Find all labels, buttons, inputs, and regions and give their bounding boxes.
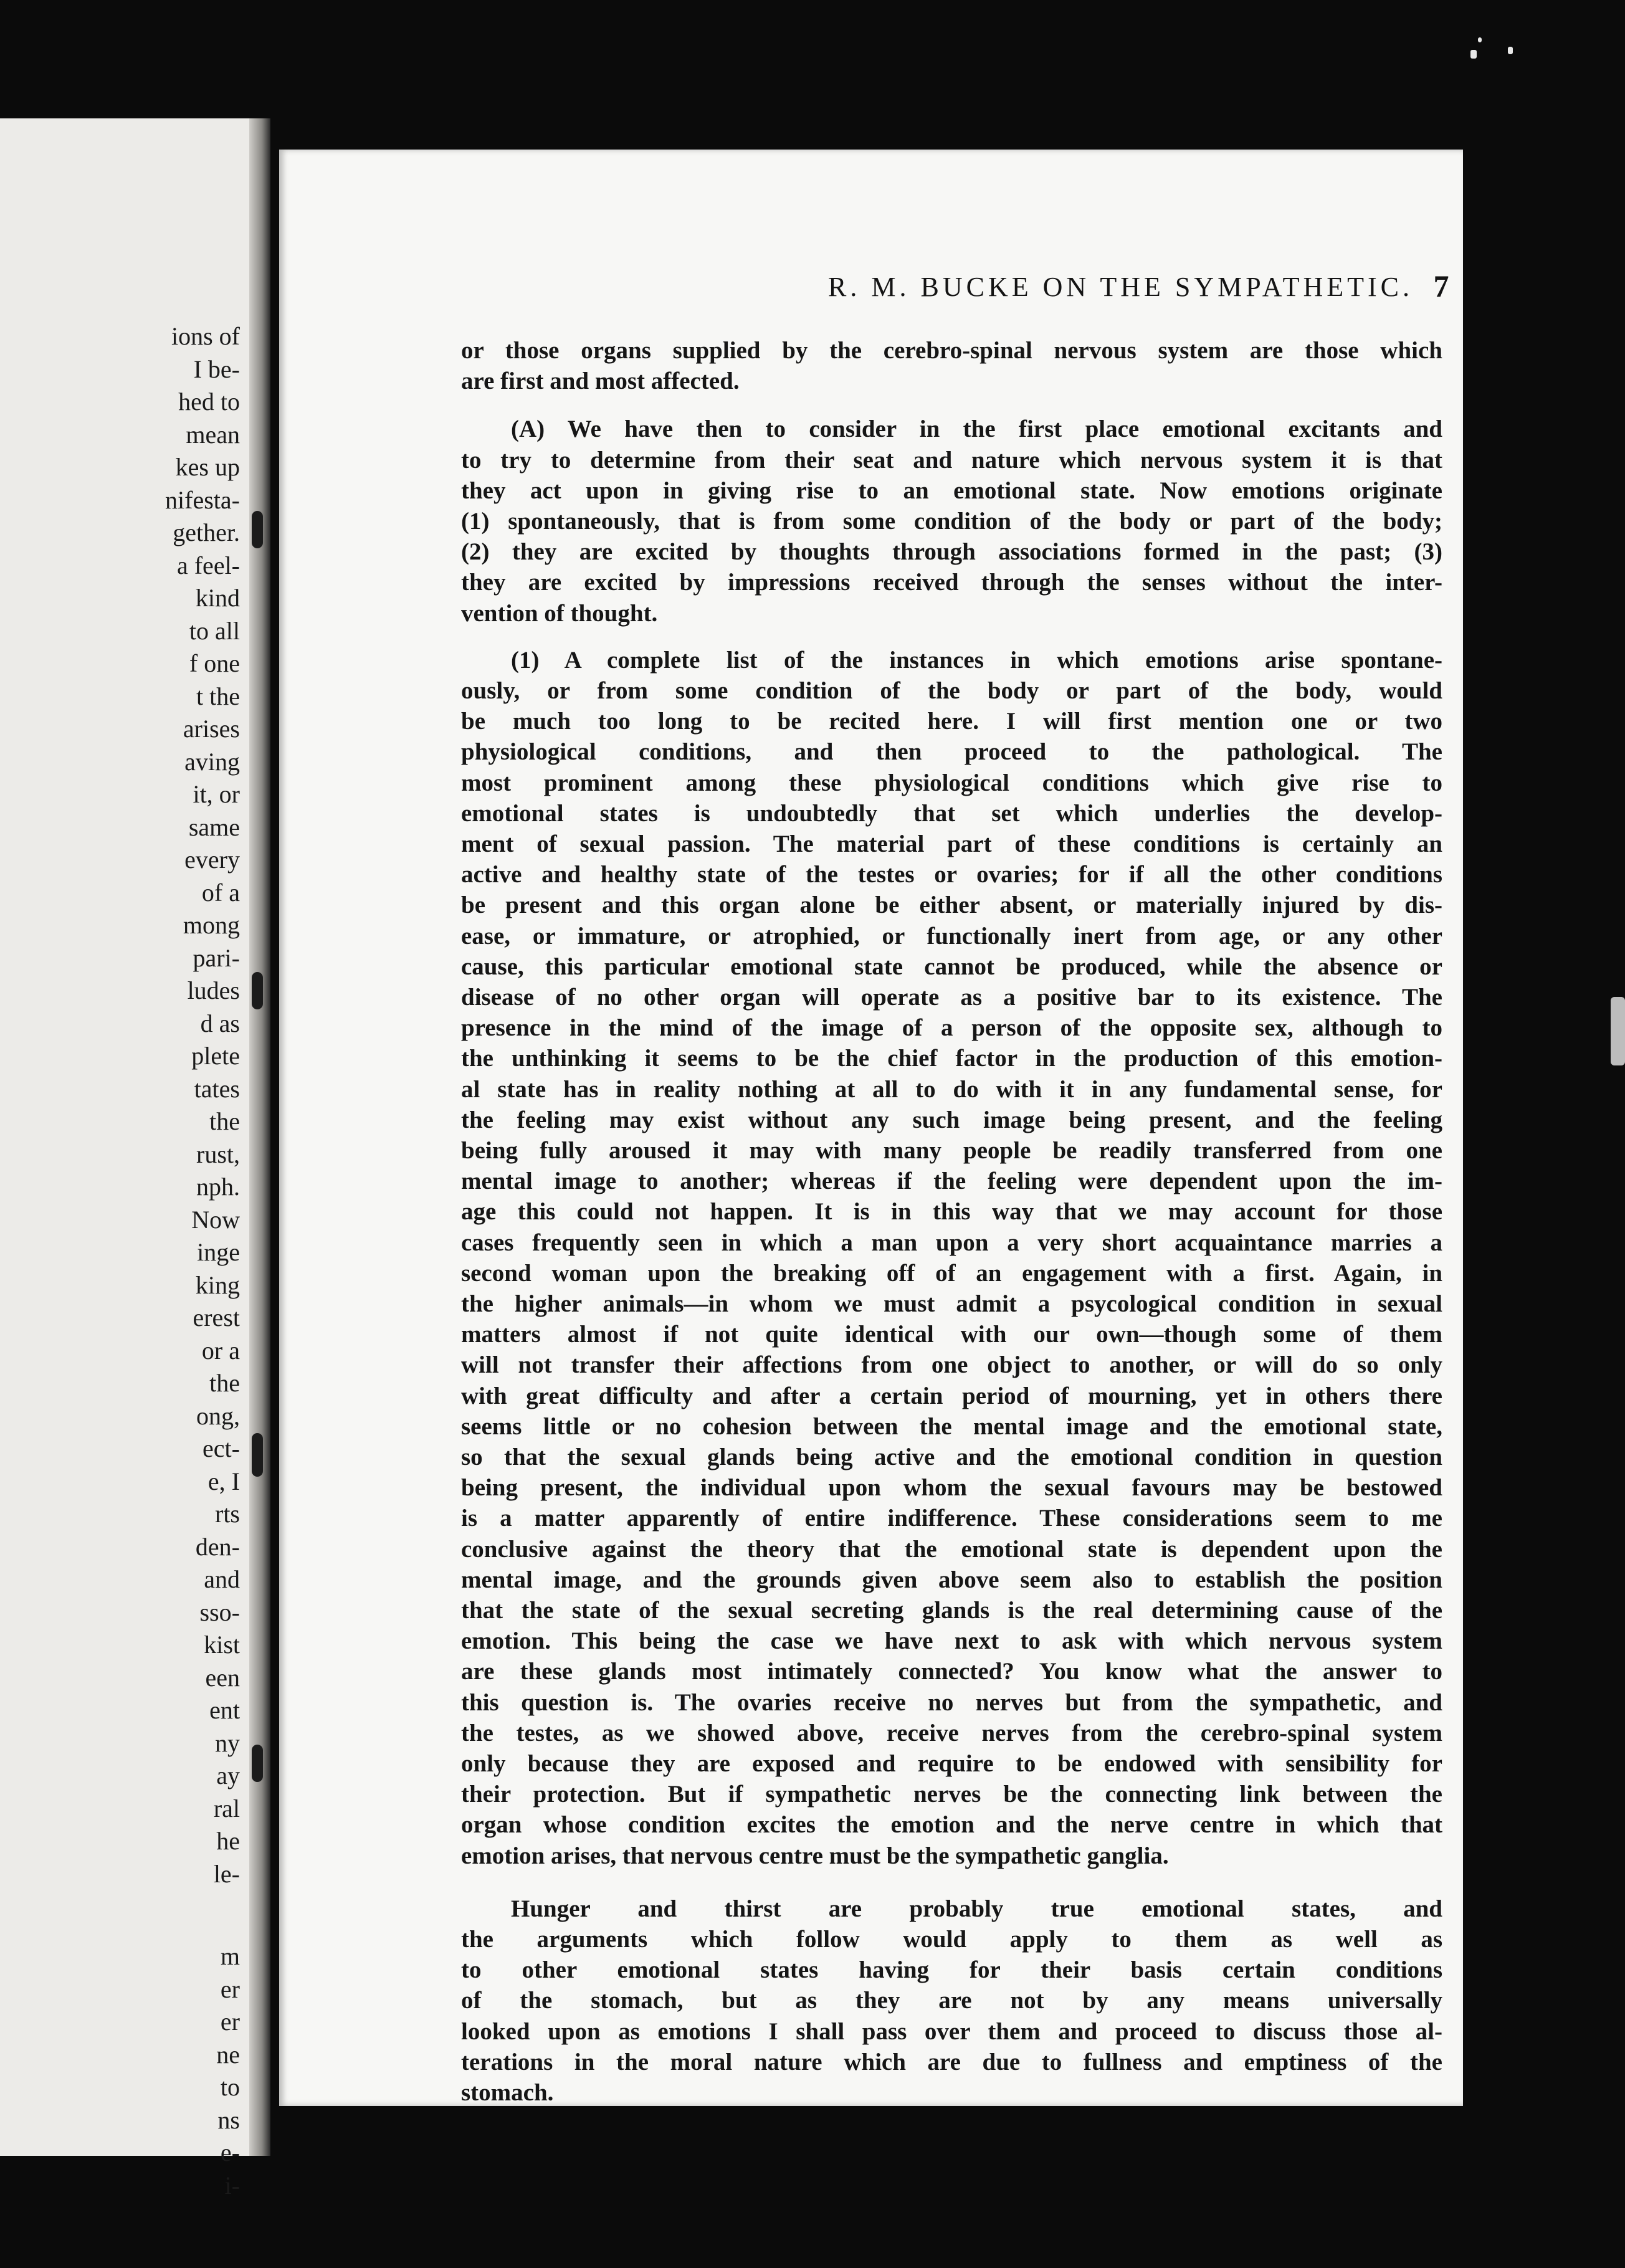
left-page-fragment: ay	[216, 1761, 240, 1789]
left-page-fragment: or a	[201, 1336, 240, 1365]
binding-stitch	[252, 511, 263, 548]
text-line: be present and this organ alone be either absent, or materially injured by dis-	[461, 892, 1442, 919]
scan-artifact	[1611, 997, 1625, 1065]
text-line: terations in the moral nature which are due to fullness and emptiness of the	[461, 2048, 1442, 2075]
text-line: ment of sexual passion. The material part of these conditions is certainly an	[461, 831, 1442, 857]
text-line: they are excited by impressions received through the senses without the inter-	[461, 569, 1442, 596]
left-page-fragment: ne	[216, 2040, 240, 2069]
book-gutter	[249, 118, 270, 2156]
left-page-fragment: er	[220, 2008, 240, 2036]
left-page-fragment: le-	[213, 1859, 240, 1888]
left-page-fragment: I be-	[193, 355, 240, 383]
left-page-fragment: e-	[220, 2138, 240, 2166]
text-line: ease, or immature, or atrophied, or functionally inert from age, or any other	[461, 922, 1442, 950]
left-page-fragment: ions of	[171, 322, 240, 350]
text-line: emotion arises, that nervous centre must be the sympathetic ganglia.	[461, 1842, 1169, 1869]
text-line: to other emotional states having for their basis certain conditions	[461, 1956, 1442, 1984]
text-line: (2) they are excited by thoughts through associations formed in the past; (3)	[461, 538, 1442, 566]
scan-speck	[1470, 50, 1477, 59]
text-line: the unthinking it seems to be the chief factor in the production of this emotion-	[461, 1045, 1442, 1072]
text-line: the higher animals—in whom we must admit a psycological condition in sexual	[461, 1290, 1442, 1317]
text-line: are these glands most intimately connected? You know what the answer to	[461, 1658, 1442, 1685]
left-page-fragment: tates	[194, 1074, 240, 1103]
text-line: being fully aroused it may with many people be readily transferred from one	[461, 1137, 1442, 1164]
text-line: that the state of the sexual secreting glands is the real determining cause of the	[461, 1597, 1442, 1624]
left-page-fragment: nph.	[196, 1173, 240, 1201]
scan-speck	[1478, 37, 1482, 42]
left-page-fragment: ect-	[203, 1434, 240, 1462]
text-line: being present, the individual upon whom the sexual favours may be bestowed	[461, 1474, 1442, 1502]
left-page-fragment: aving	[184, 747, 240, 776]
text-line: the testes, as we showed above, receive nerves from the cerebro-spinal system	[461, 1719, 1442, 1746]
left-page-fragment: rust,	[196, 1140, 240, 1168]
binding-stitch	[252, 1433, 263, 1477]
left-page-fragment: een	[205, 1663, 240, 1692]
text-line: with great difficulty and after a certain period of mourning, yet in others there	[461, 1382, 1442, 1409]
text-line: will not transfer their affections from one object to another, or will do so only	[461, 1351, 1442, 1379]
text-line: cases frequently seen in which a man upon a very short acquaintance marries a	[461, 1229, 1442, 1256]
text-line: or those organs supplied by the cerebro-spinal nervous system are those which	[461, 337, 1442, 364]
text-line: most prominent among these physiological conditions which give rise to	[461, 769, 1442, 796]
left-page-fragment: plete	[191, 1042, 240, 1070]
text-line: stomach.	[461, 2079, 554, 2106]
left-page-fragment: it, or	[193, 780, 240, 808]
left-page-fragment: ong,	[196, 1401, 240, 1430]
text-line: the arguments which follow would apply to them as well as	[461, 1926, 1442, 1953]
text-line: they act upon in giving rise to an emotional state. Now emotions originate	[461, 477, 1442, 504]
left-page-fragment	[0, 1908, 240, 1940]
left-page-fragment: kes up	[175, 453, 240, 481]
left-page-fragment: t the	[196, 682, 240, 710]
left-page-fragment: a feel-	[176, 551, 240, 579]
text-line: this question is. The ovaries receive no nerves but from the sympathetic, and	[461, 1689, 1442, 1716]
left-page-fragment: inge	[197, 1238, 240, 1266]
text-line: mental image to another; whereas if the feeling were dependent upon the im-	[461, 1168, 1442, 1195]
left-page-fragment: ny	[215, 1728, 240, 1757]
text-line: active and healthy state of the testes or ovaries; for if all the other conditions	[461, 861, 1442, 889]
left-page-fragment: same	[188, 812, 240, 841]
left-page-fragment: hed to	[178, 388, 240, 416]
running-header: R. M. BUCKE ON THE SYMPATHETIC.	[828, 272, 1413, 302]
text-line: matters almost if not quite identical with our own—though some of them	[461, 1321, 1442, 1348]
left-page-fragment: pari-	[193, 943, 240, 972]
text-line: organ whose condition excites the emotion and the nerve centre in which that	[461, 1811, 1442, 1839]
text-line: presence in the mind of the image of a person of the opposite sex, although to	[461, 1014, 1442, 1042]
left-page-fragment: sso-	[199, 1598, 240, 1626]
left-page-fragment: arises	[183, 715, 240, 743]
left-page-fragment: mong	[183, 911, 240, 939]
text-line: is a matter apparently of entire indifference. These considerations seem to me	[461, 1505, 1442, 1532]
left-page-fragment: he	[216, 1827, 240, 1855]
text-line: looked upon as emotions I shall pass over them and proceed to discuss those al-	[461, 2018, 1442, 2045]
left-page-fragment: kind	[195, 584, 240, 612]
left-page-fragment: the	[209, 1369, 240, 1397]
left-page-fragment: e, I	[207, 1467, 240, 1495]
text-line: Hunger and thirst are probably true emotional states, and	[511, 1895, 1442, 1922]
text-line: (1) A complete list of the instances in which emotions arise spontane-	[511, 646, 1442, 674]
text-line: so that the sexual glands being active and the emotional condition in question	[461, 1444, 1442, 1470]
left-page-fragment: of a	[201, 878, 240, 907]
text-line: physiological conditions, and then proceed to the pathological. The	[461, 738, 1442, 766]
page-number: 7	[1433, 269, 1449, 303]
text-line: of the stomach, but as they are not by any means universally	[461, 1987, 1442, 2014]
left-page-fragment: nifesta-	[165, 485, 240, 514]
left-page-fragment: den-	[195, 1532, 240, 1561]
left-page-fragment: ns	[217, 2105, 240, 2134]
left-page-fragment: kist	[204, 1631, 240, 1659]
left-page-fragment: king	[195, 1270, 240, 1299]
left-page-fragment: gether.	[173, 518, 240, 546]
left-page-fragment: er	[220, 1975, 240, 2003]
left-page-fragment: ludes	[187, 976, 240, 1004]
text-line: cause, this particular emotional state cannot be produced, while the absence or	[461, 953, 1442, 980]
text-line: second woman upon the breaking off of an engagement with a first. Again, in	[461, 1259, 1442, 1287]
left-page-fragment: to all	[189, 616, 240, 645]
scan-speck	[1508, 47, 1513, 54]
text-line: only because they are exposed and require to be endowed with sensibility for	[461, 1750, 1442, 1777]
left-page-fragment: the	[209, 1107, 240, 1135]
left-page-fragment: and	[204, 1565, 240, 1593]
text-line: conclusive against the theory that the emotional state is dependent upon the	[461, 1535, 1442, 1563]
left-page-fragment: m	[220, 1942, 240, 1970]
text-line: emotion. This being the case we have next to ask with which nervous system	[461, 1627, 1442, 1655]
text-line: emotional states is undoubtedly that set which underlies the develop-	[461, 799, 1442, 827]
left-page-fragment: ral	[213, 1794, 240, 1822]
left-page-fragment: f one	[189, 649, 240, 677]
left-page-fragment: erest	[193, 1303, 240, 1332]
left-page-fragment: Now	[191, 1205, 240, 1234]
text-line: age this could not happen. It is in this way that we may account for those	[461, 1198, 1442, 1226]
text-line: vention of thought.	[461, 599, 658, 627]
binding-stitch	[252, 1745, 263, 1782]
left-page-fragment: rts	[215, 1500, 240, 1528]
text-line: (1) spontaneously, that is from some condition of the body or part of the body;	[461, 508, 1442, 535]
left-page-fragment: mean	[186, 420, 240, 449]
left-page-fragment: every	[184, 846, 240, 874]
text-line: (A) We have then to consider in the first place emotional excitants and	[511, 416, 1442, 443]
left-page-fragment: ent	[209, 1696, 240, 1724]
text-line: the feeling may exist without any such image being present, and the feeling	[461, 1106, 1442, 1133]
left-page-fragment: i-	[224, 2171, 240, 2199]
text-line: ously, or from some condition of the body or part of the body, would	[461, 677, 1442, 704]
binding-stitch	[252, 972, 263, 1009]
text-line: mental image, and the grounds given above seem also to establish the position	[461, 1566, 1442, 1593]
text-line: to try to determine from their seat and nature which nervous system it is that	[461, 446, 1442, 474]
document-page	[279, 150, 1463, 2106]
text-line: seems little or no cohesion between the mental image and the emotional state,	[461, 1413, 1442, 1440]
text-line: are first and most affected.	[461, 368, 740, 395]
left-page-fragment: d as	[200, 1009, 240, 1037]
text-line: al state has in reality nothing at all to do with it in any fundamental sense, for	[461, 1075, 1442, 1103]
text-line: disease of no other organ will operate as a positive bar to its existence. The	[461, 984, 1442, 1011]
left-page-fragment: to	[220, 2073, 240, 2101]
text-line: their protection. But if sympathetic nerves be the connecting link between the	[461, 1781, 1442, 1808]
text-line: be much too long to be recited here. I will first mention one or two	[461, 708, 1442, 735]
